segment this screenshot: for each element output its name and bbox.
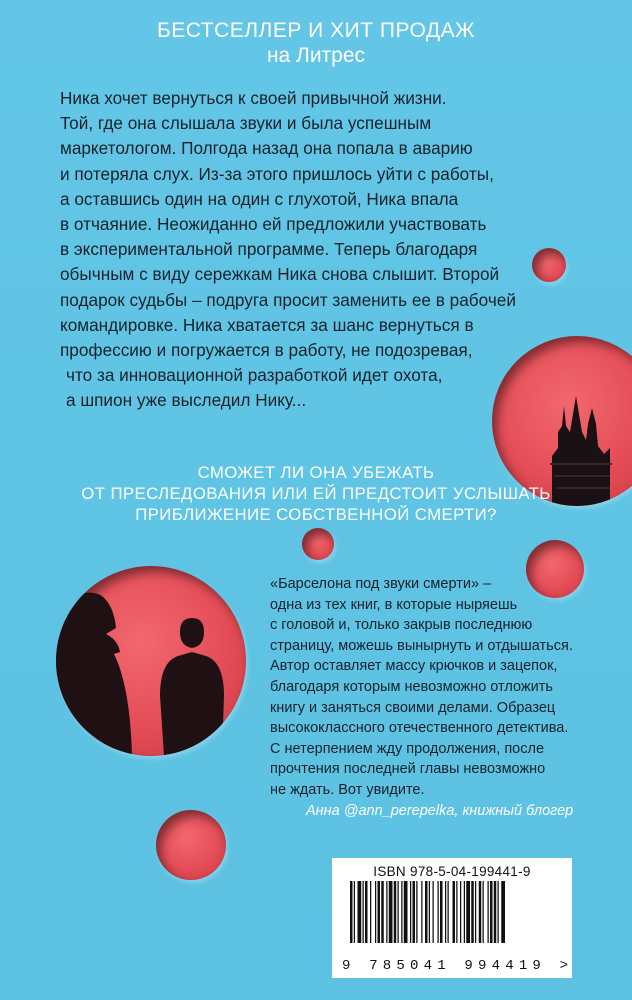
synopsis-line: что за инновационной разработкой идет охота,	[66, 365, 443, 386]
barcode-bar	[370, 881, 371, 943]
review-line: прочтения последней главы невозможно	[270, 761, 546, 778]
barcode-bar	[479, 881, 482, 943]
review-line: с головой и, только закрыв последнюю	[270, 617, 533, 634]
synopsis-line: а оставшись один на один с глухотой, Ника впала	[60, 188, 459, 209]
barcode-bar	[498, 881, 499, 943]
barcode-bar	[401, 881, 402, 943]
blogger-review	[270, 574, 630, 821]
review-line: С нетерпением жду продолжения, после	[270, 740, 545, 757]
barcode-bar	[358, 881, 362, 943]
review-line: одна из тех книг, в которые ныряешь	[270, 596, 518, 613]
synopsis-line: Той, где она слышала звуки и была успешным	[60, 113, 432, 134]
tagline-line: ОТ ПРЕСЛЕДОВАНИЯ ИЛИ ЕЙ ПРЕДСТОИТ УСЛЫШАТЬ	[81, 484, 551, 503]
barcode-bar	[378, 881, 381, 943]
review-line: не ждать. Вот увидите.	[270, 781, 425, 798]
barcode-bar	[389, 881, 393, 943]
synopsis-line: подарок судьбы – подруга просит заменить ее в рабочей	[60, 289, 516, 310]
review-author: Анна @ann_perepelka, книжный блогер	[306, 802, 574, 819]
barcode-bar	[425, 881, 428, 943]
review-line: высококлассного отечественного детектива.	[270, 720, 569, 737]
barcode-bar	[456, 881, 457, 943]
barcode-bar	[475, 881, 476, 943]
barcode-bar	[386, 881, 387, 943]
barcode-icon	[342, 881, 562, 951]
barcode-bar	[365, 881, 368, 943]
synopsis-line: и потеряла слух. Из-за этого пришлось уйти с работы,	[60, 163, 494, 184]
synopsis-line: маркетологом. Полгода назад она попала в аварию	[60, 138, 473, 159]
synopsis-text	[60, 86, 580, 414]
barcode-bar	[398, 881, 399, 943]
review-line: страницу, можешь вынырнуть и отдышаться.	[270, 637, 573, 654]
synopsis-line: Ника хочет вернуться к своей привычной жизни.	[60, 88, 447, 108]
bestseller-title: БЕСТСЕЛЛЕР И ХИТ ПРОДАЖ	[157, 19, 475, 42]
barcode-bar	[421, 881, 422, 943]
barcode-bar	[433, 881, 434, 943]
synopsis-line: в отчаяние. Неожиданно ей предложили участвовать	[60, 214, 487, 235]
review-line: «Барселона под звуки смерти» –	[270, 576, 492, 592]
barcode-bar	[350, 881, 353, 943]
barcode-bar	[483, 881, 484, 943]
barcode-bar	[466, 881, 470, 943]
barcode-bar	[460, 881, 461, 943]
barcode-bar	[453, 881, 456, 943]
barcode-bar	[471, 881, 474, 943]
barcode-bar	[440, 881, 443, 943]
bestseller-header	[0, 18, 632, 68]
barcode-bar	[464, 881, 465, 943]
synopsis-line: обычным с виду сережкам Ника снова слышит. Второй	[60, 264, 500, 285]
review-line: книгу и заняться своими делами. Образец	[270, 699, 556, 716]
barcode-bar	[490, 881, 493, 943]
barcode-bar	[375, 881, 376, 943]
bottom-hole	[156, 810, 226, 880]
synopsis-line: в экспериментальной программе. Теперь благодаря	[60, 239, 478, 260]
synopsis-line: командировке. Ника хватается за шанс вернуться в	[60, 314, 474, 335]
barcode-bar	[413, 881, 416, 943]
barcode-bar	[381, 881, 384, 943]
barcode-digits: 9 785041 994419 >	[342, 958, 574, 974]
barcode-bar	[404, 881, 408, 943]
bestseller-subtitle: на Литрес	[266, 44, 366, 67]
synopsis-line: профессию и погружается в работу, не подозревая,	[60, 340, 473, 361]
tagline-line: ПРИБЛИЖЕНИЕ СОБСТВЕННОЙ СМЕРТИ?	[135, 505, 497, 524]
synopsis-line: а шпион уже выследил Нику...	[66, 390, 307, 411]
review-line: Автор оставляет массу крючков и зацепок,	[270, 658, 558, 675]
small-hole-middle	[302, 528, 334, 560]
review-line: благодаря которым невозможно отложить	[270, 678, 553, 695]
isbn-number: ISBN 978-5-04-199441-9	[373, 864, 531, 879]
silhouette-hole	[56, 566, 246, 756]
barcode-bar	[448, 881, 449, 943]
barcode-bar	[363, 881, 364, 943]
tagline-line: СМОЖЕТ ЛИ ОНА УБЕЖАТЬ	[197, 463, 435, 482]
barcode-bar	[488, 881, 489, 943]
barcode-bar	[416, 881, 417, 943]
isbn-barcode-box	[332, 858, 572, 978]
barcode-bar	[445, 881, 446, 943]
barcode-bar	[438, 881, 439, 943]
barcode-bar	[494, 881, 497, 943]
barcode-bar	[354, 881, 355, 943]
barcode-bar	[501, 881, 505, 943]
barcode-bar	[429, 881, 430, 943]
people-silhouette-icon	[56, 566, 246, 756]
barcode-bar	[410, 881, 411, 943]
tagline-question	[0, 462, 632, 525]
barcode-bar	[394, 881, 397, 943]
